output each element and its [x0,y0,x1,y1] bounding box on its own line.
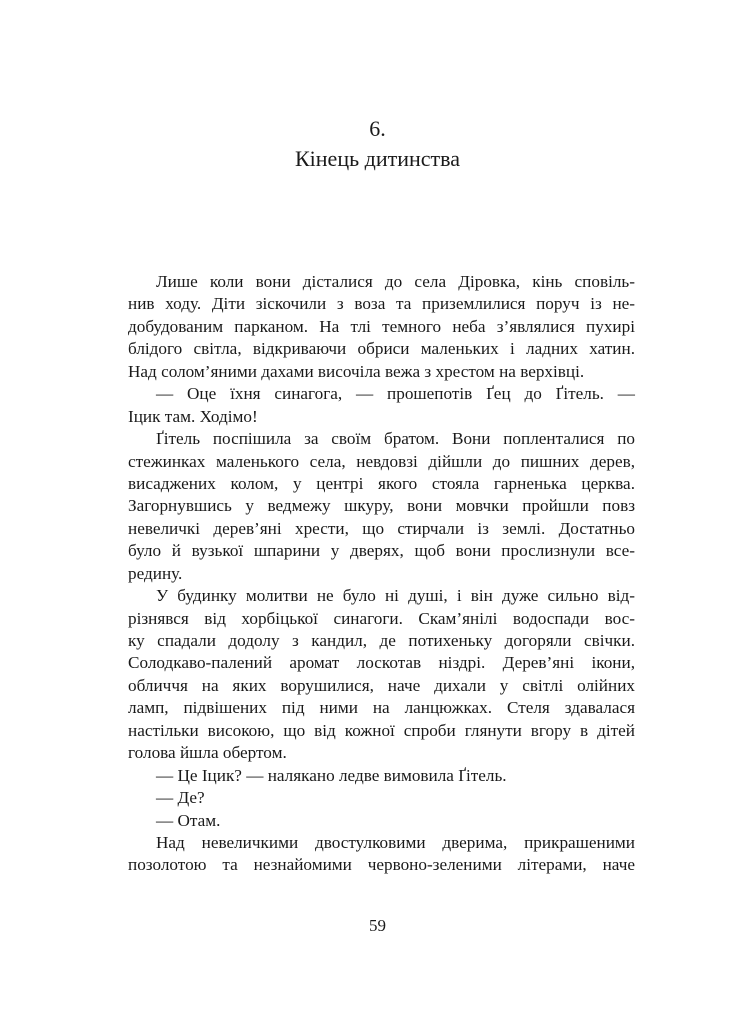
text-line: Над невеличкими двостулковими дверима, прикрашеними [156,832,635,852]
text-line: Ґітель поспішила за своїм братом. Вони попленталися по [156,429,635,449]
text-line: голова йшла обертом. [128,743,287,763]
text-line: ламп, підвішених під ними на ланцюжках. Стеля здавалася [128,698,635,718]
text-line: було й вузької шпарини у дверях, щоб вони прослизнули все- [128,541,635,561]
text-line: стежинках маленького села, невдовзі дійшли до пишних дерев, [128,451,635,471]
text-line: ку спадали додолу з кандил, де потихеньку догоряли свічки. [128,631,635,650]
text-line: невеличкі дерев’яні хрести, що стирчали із землі. Достатньо [128,518,635,538]
text-line: Іцик там. Ходімо! [128,406,258,426]
page-number: 59 [369,916,386,935]
text-line: позолотою та незнайомими червоно-зеленими літерами, наче [128,855,635,875]
text-line: настільки високою, що від кожної спроби глянути вгору в дітей [128,720,635,740]
text-line: — Отам. [156,810,221,830]
text-line: — Це Іцик? — налякано ледве вимовила Ґітель. [156,765,507,785]
text-line: різнявся від хорбіцької синагоги. Скам’янілі водоспади вос- [128,608,635,628]
text-line: нив ходу. Діти зіскочили з воза та приземлилися поруч із не- [128,294,635,314]
text-line: — Де? [156,788,205,808]
text-line: У будинку молитви не було ні душі, і він дуже сильно від- [156,586,635,606]
text-line: обличчя на яких ворушилися, наче дихали у світлі олійних [128,675,635,695]
chapter-title: Кінець дитинства [295,146,460,171]
body-text [128,271,635,877]
text-line: висаджених колом, у центрі якого стояла гарненька церква. [128,473,635,493]
text-line: Над солом’яними дахами височіла вежа з хрестом на верхівці. [128,361,585,381]
text-line: Лише коли вони дісталися до села Діровка, кінь сповіль- [156,272,635,291]
text-line: блідого світла, відкриваючи обриси маленьких і ладних хатин. [128,339,635,359]
text-line: добудованим парканом. На тлі темного неба з’являлися пухирі [128,316,635,336]
chapter-number: 6. [369,116,386,141]
text-line: Солодкаво-палений аромат лоскотав ніздрі. Дерев’яні ікони, [128,653,635,673]
text-line: — Оце їхня синагога, — прошепотів Ґец до Ґітель. — [156,384,635,404]
text-line: редину. [128,563,183,583]
text-line: Загорнувшись у ведмежу шкуру, вони мовчки пройшли повз [128,496,635,516]
